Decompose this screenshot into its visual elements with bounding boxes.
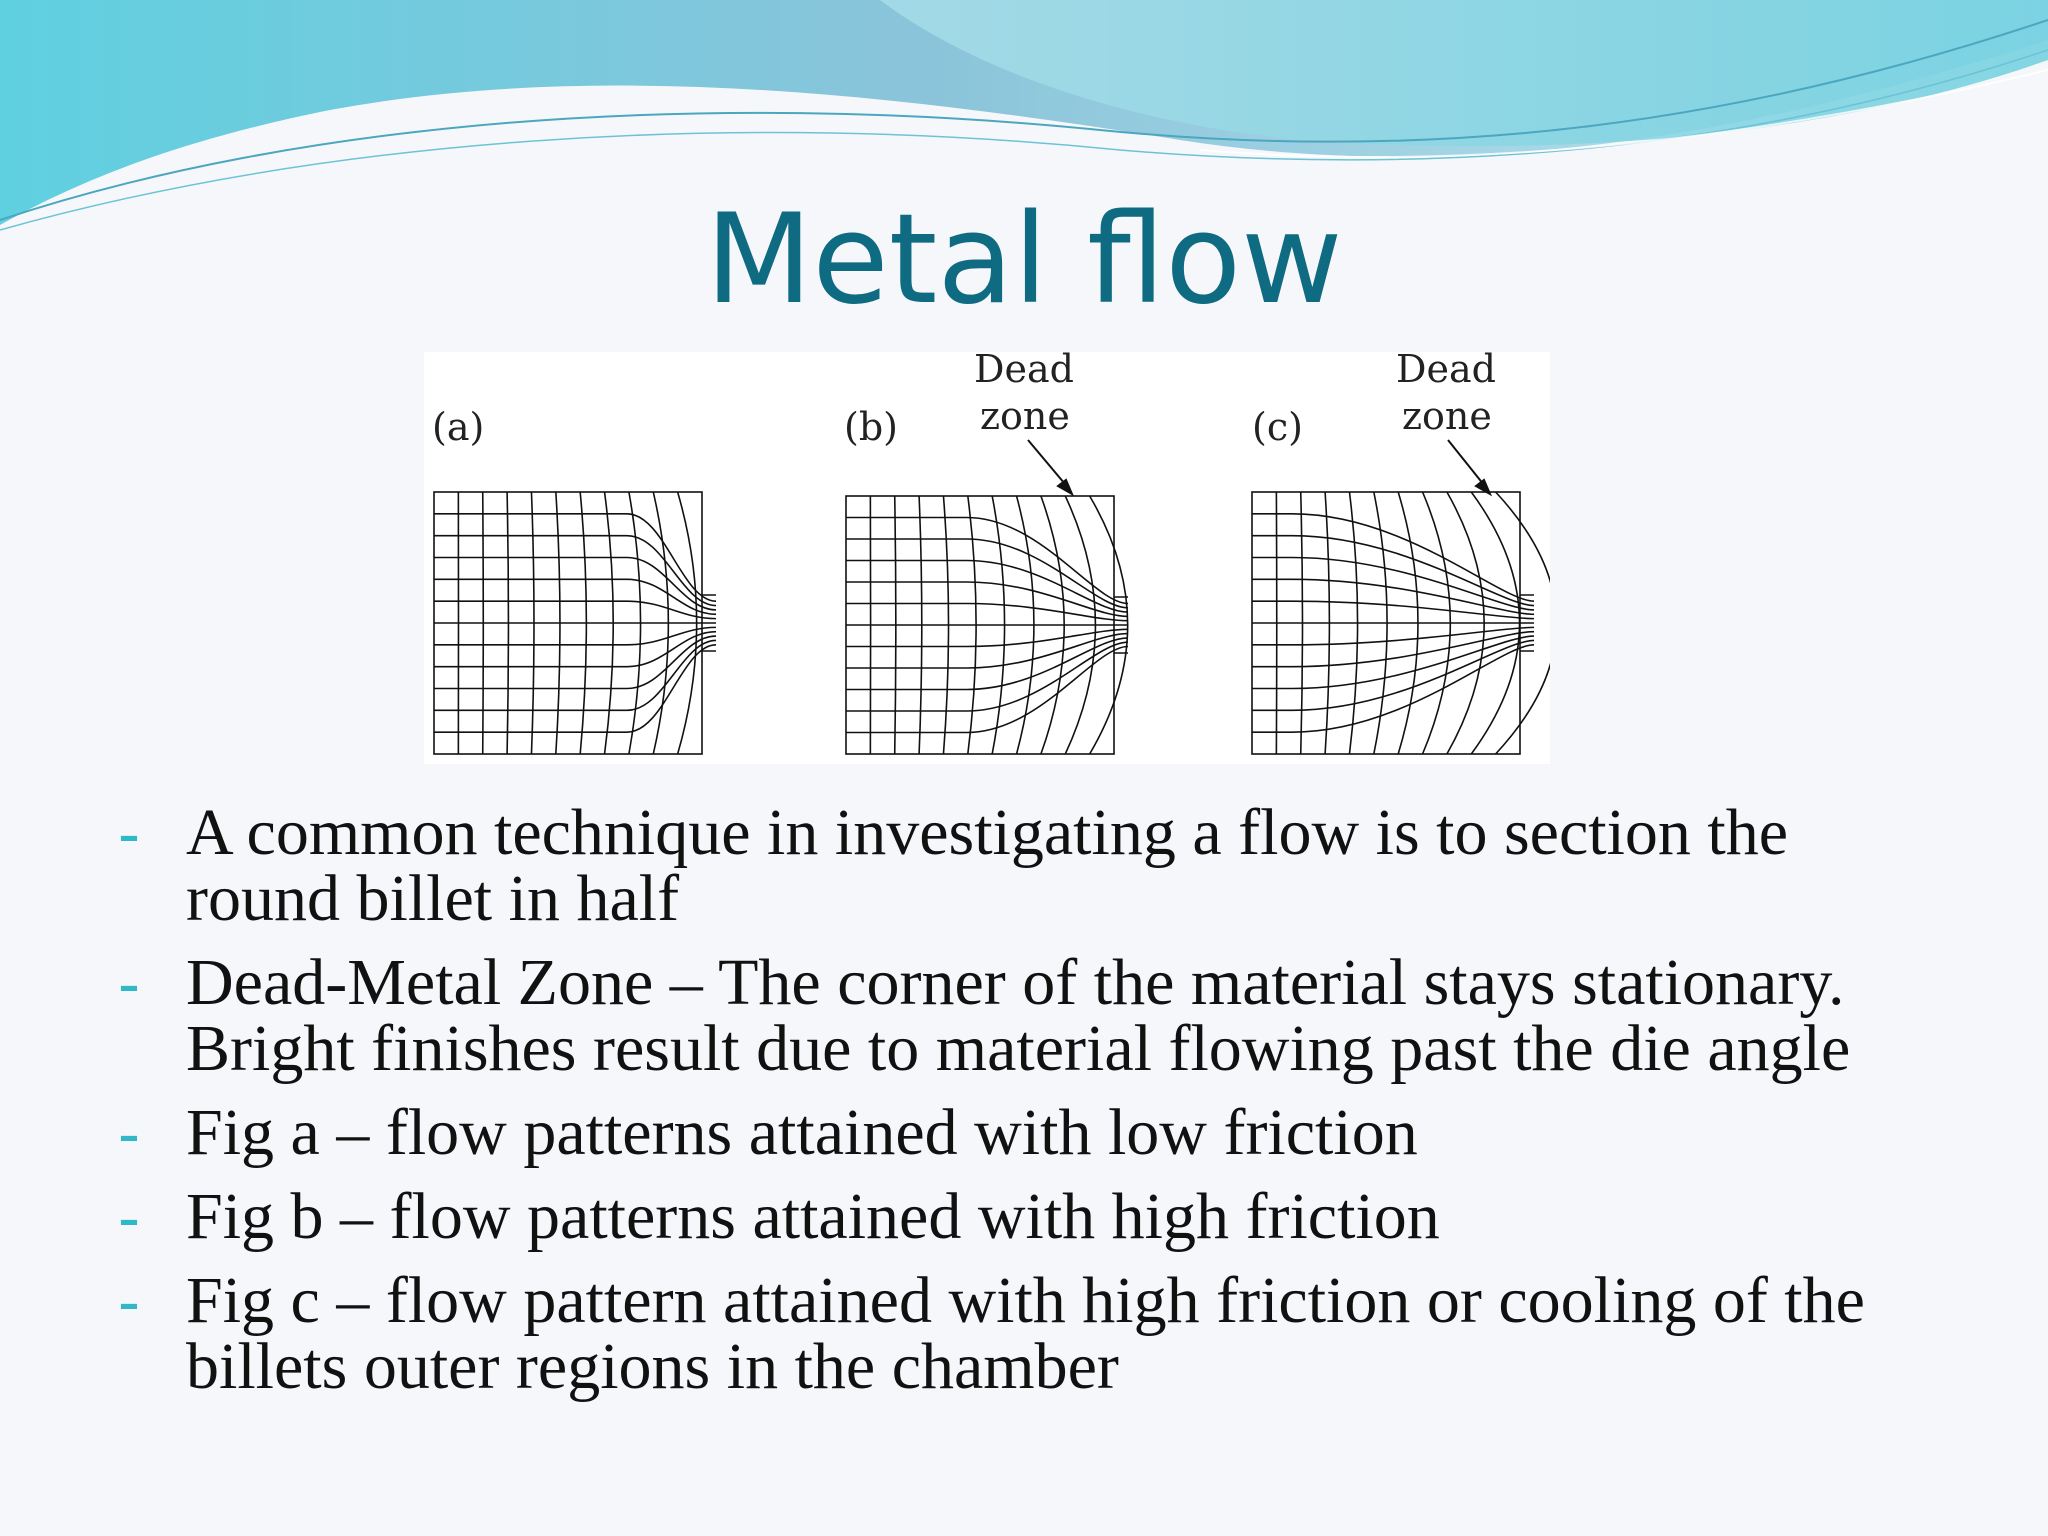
panel-b-label: (b) [844, 405, 898, 449]
flow-grid-panel-a [434, 492, 716, 754]
bullet-item [118, 946, 1948, 1085]
bullet-text: A common technique in investigating a flow is to section the round billet in half [186, 796, 1789, 935]
panel-a-label: (a) [432, 405, 485, 449]
panel-b-zone-label: zone [980, 394, 1070, 438]
bullet-marker: - [118, 1264, 140, 1338]
bullet-marker: - [118, 796, 140, 870]
panel-c-zone-label: zone [1402, 394, 1492, 438]
bullet-text: Fig b – flow patterns attained with high friction [186, 1180, 1440, 1253]
panel-c-label: (c) [1252, 405, 1303, 449]
bullet-text: Fig a – flow patterns attained with low friction [186, 1096, 1418, 1169]
bullet-item [118, 1096, 1948, 1170]
bullet-marker: - [118, 1096, 140, 1170]
bullet-item [118, 796, 1948, 935]
bullet-marker: - [118, 946, 140, 1020]
flow-grid-panel-b [846, 496, 1128, 754]
bullet-item [118, 1264, 1948, 1403]
dead-zone-arrow-c [1448, 440, 1490, 494]
bullet-text: Dead-Metal Zone – The corner of the material stays stationary. Bright finishes result due to material flowing past the die angle [186, 946, 1851, 1085]
slide-title: Metal flow [705, 188, 1343, 332]
panel-c-dead-label: Dead [1396, 352, 1496, 391]
bullet-item [118, 1180, 1948, 1254]
extrusion-flow-figure [424, 352, 1550, 764]
dead-zone-arrow-b [1028, 440, 1072, 494]
bullet-list [118, 796, 1948, 1418]
bullet-marker: - [118, 1180, 140, 1254]
panel-b-dead-label: Dead [974, 352, 1074, 391]
bullet-text: Fig c – flow pattern attained with high friction or cooling of the billets outer regions in the chamber [186, 1264, 1865, 1403]
flow-grid-panel-c [1252, 492, 1550, 754]
